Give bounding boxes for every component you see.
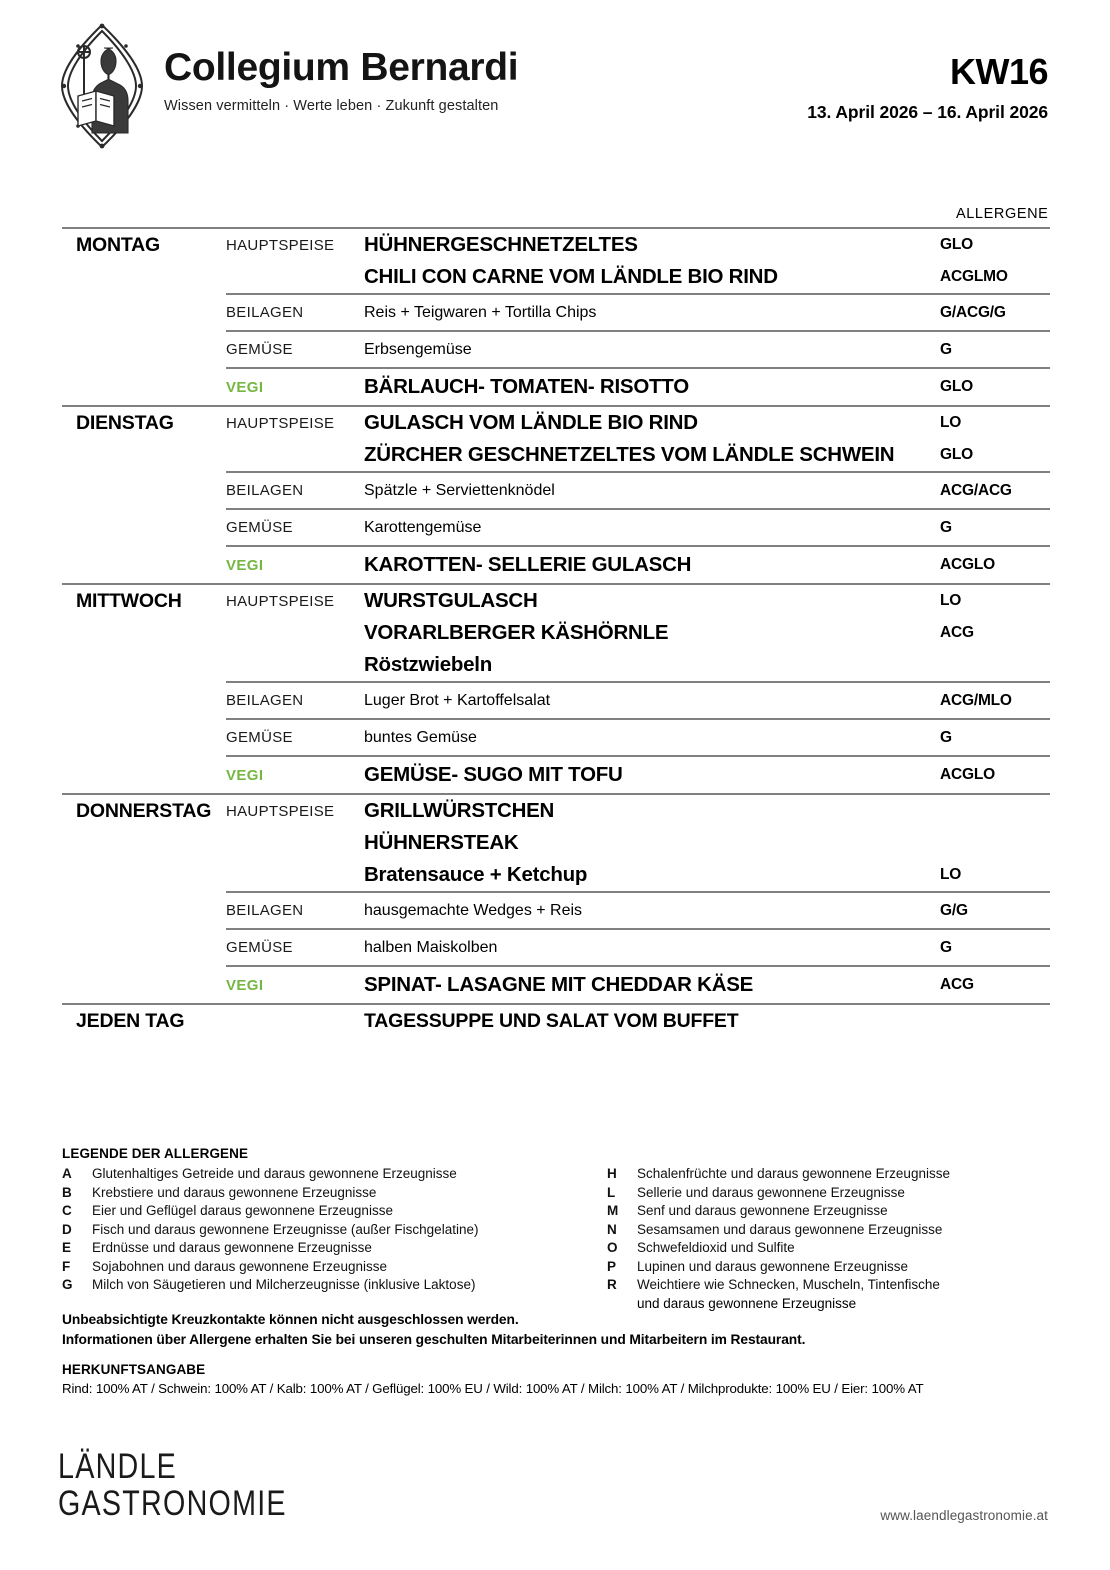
legend-row [607,1221,1050,1240]
legend-letter: N [607,1221,617,1237]
dish-name: HÜHNERSTEAK [364,831,519,854]
legend-text-continuation: und daraus gewonnene Erzeugnisse [637,1295,857,1311]
legend-letter: D [62,1221,72,1237]
category-label: GEMÜSE [226,939,293,956]
dish-allergens: GLO [940,446,973,463]
dish-name: buntes Gemüse [364,728,477,746]
menu-day-block [62,585,1050,793]
website-url[interactable]: www.laendlegastronomie.at [880,1508,1048,1523]
legend-row [62,1165,607,1184]
legend-row [62,1184,607,1203]
legend-text: Eier und Geflügel daraus gewonnene Erzeugnisse [92,1203,393,1218]
legend-row [62,1239,607,1258]
dish-allergens: ACG [940,624,974,641]
category-label: HAUPTSPEISE [226,592,335,610]
category-label: HAUPTSPEISE [226,236,335,254]
dish-name: Röstzwiebeln [364,653,492,676]
menu-row-main [62,795,1050,827]
menu-row-main [62,585,1050,617]
day-name: DIENSTAG [76,411,174,434]
menu-row-sides [62,295,1050,330]
legend-text: Sellerie und daraus gewonnene Erzeugnisse [637,1184,905,1200]
dish-allergens: G [940,340,952,358]
category-label: GEMÜSE [226,729,293,746]
legend-row [62,1258,607,1277]
legend-row [607,1202,1050,1221]
legend-row [607,1276,1050,1295]
dish-name: Luger Brot + Kartoffelsalat [364,691,551,709]
footer-notes [62,1310,1050,1396]
legend-text: Senf und daraus gewonnene Erzeugnisse [637,1203,888,1218]
page-header [0,22,1110,162]
category-label: GEMÜSE [226,519,293,536]
dish-allergens: G/G [940,901,968,919]
legend-text: Erdnüsse und daraus gewonnene Erzeugnisse [92,1240,372,1255]
legend-letter: E [62,1240,72,1255]
legend-row [607,1258,1050,1277]
dish-name: hausgemachte Wedges + Reis [364,901,583,919]
menu-row-main [62,827,1050,859]
legend-letter: C [62,1203,72,1218]
menu-row-vegi [62,967,1050,1003]
dish-allergens: GLO [940,236,973,253]
menu-row-main [62,649,1050,681]
legend-row [607,1165,1050,1184]
dish-allergens: ACG/ACG [940,481,1012,499]
category-label: BEILAGEN [226,482,304,499]
allergene-column-header: ALLERGENE [956,206,1049,222]
legend-text: Schalenfrüchte und daraus gewonnene Erzeugnisse [637,1166,950,1181]
legend-text: Krebstiere und daraus gewonnene Erzeugnisse [92,1184,377,1200]
allergen-legend [62,1146,1050,1313]
collegium-seal-icon [58,22,146,150]
dish-name: ZÜRCHER GESCHNETZELTES VOM LÄNDLE SCHWEIN [364,443,895,466]
dish-allergens: LO [940,414,962,431]
date-range: 13. April 2026 – 16. April 2026 [807,102,1048,122]
dish-allergens: GLO [940,378,973,395]
category-label: HAUPTSPEISE [226,802,335,820]
daily-offer-label: JEDEN TAG [76,1010,185,1032]
menu-row-vegetable [62,720,1050,755]
legend-text: Sesamsamen und daraus gewonnene Erzeugnisse [637,1221,943,1237]
dish-allergens: ACG/MLO [940,691,1012,709]
dish-allergens: ACGLO [940,766,995,783]
menu-row-sides [62,893,1050,928]
legend-row [62,1276,607,1295]
legend-letter: R [607,1277,617,1292]
menu-row-main [62,407,1050,439]
allergen-info-note: Informationen über Allergene erhalten Sie bei unseren geschulten Mitarbeiterinnen und Mitarbeitern im Restaurant. [62,1332,806,1347]
dish-allergens: G [940,938,952,956]
vegi-label: VEGI [226,976,264,994]
legend-letter: F [62,1258,71,1274]
day-name: DONNERSTAG [76,799,212,822]
dish-allergens: ACG [940,976,974,993]
dish-name: WURSTGULASCH [364,589,538,612]
dish-name: Erbsengemüse [364,340,472,358]
menu-row-vegetable [62,510,1050,545]
daily-offer-row [62,1010,1050,1033]
legend-text: Lupinen und daraus gewonnene Erzeugnisse [637,1258,908,1274]
menu-row-vegi [62,369,1050,405]
dish-allergens: ACGLO [940,556,995,573]
legend-letter: G [62,1277,73,1292]
vegi-label: VEGI [226,556,264,574]
menu-row-sides [62,683,1050,718]
legend-row [62,1221,607,1240]
dish-name: Bratensauce + Ketchup [364,863,588,886]
menu-row-main [62,439,1050,471]
menu-row-sides [62,473,1050,508]
menu-row-vegetable [62,930,1050,965]
menu-row-main [62,261,1050,293]
logo-line-2: GASTRONOMIE [58,1484,287,1523]
dish-name: Reis + Teigwaren + Tortilla Chips [364,303,597,321]
menu-row-main [62,859,1050,891]
legend-letter: M [607,1203,619,1218]
legend-row [607,1239,1050,1258]
menu-day-block [62,407,1050,583]
legend-letter: H [607,1166,617,1181]
dish-name: SPINAT- LASAGNE MIT CHEDDAR KÄSE [364,973,754,996]
menu-day-block [62,795,1050,1003]
dish-name: KAROTTEN- SELLERIE GULASCH [364,553,692,576]
menu-row-vegi [62,757,1050,793]
legend-column-right [607,1165,1050,1313]
dish-allergens: G [940,728,952,746]
legend-letter: B [62,1184,72,1200]
calendar-week: KW16 [949,51,1048,92]
legend-letter: L [607,1184,616,1200]
dish-name: halben Maiskolben [364,938,498,956]
category-label: BEILAGEN [226,304,304,321]
legend-title: LEGENDE DER ALLERGENE [62,1146,249,1161]
legend-text: Fisch und daraus gewonnene Erzeugnisse (außer Fischgelatine) [92,1221,479,1237]
vegi-label: VEGI [226,378,264,396]
dish-name: GEMÜSE- SUGO MIT TOFU [364,763,623,786]
legend-row [607,1184,1050,1203]
category-label: BEILAGEN [226,692,304,709]
laendle-gastronomie-logo [58,1448,287,1522]
cross-contact-note: Unbeabsichtigte Kreuzkontakte können nicht ausgeschlossen werden. [62,1312,519,1327]
legend-column-left [62,1165,607,1313]
menu-row-main [62,617,1050,649]
menu-row-vegi [62,547,1050,583]
dish-allergens: G/ACG/G [940,303,1006,321]
dish-allergens: ACGLMO [940,268,1008,285]
dish-name: BÄRLAUCH- TOMATEN- RISOTTO [364,375,689,398]
header-week-block [807,22,1048,123]
dish-allergens: LO [940,866,962,883]
category-label: BEILAGEN [226,902,304,919]
weekly-menu-table [62,206,1050,1005]
daily-offer-value: TAGESSUPPE UND SALAT VOM BUFFET [364,1010,739,1032]
legend-text: Sojabohnen und daraus gewonnene Erzeugnisse [92,1258,387,1274]
dish-name: HÜHNERGESCHNETZELTES [364,233,638,256]
dish-allergens: G [940,518,952,536]
legend-letter: P [607,1258,617,1274]
menu-day-block [62,229,1050,405]
legend-text: Schwefeldioxid und Sulfite [637,1240,795,1255]
dish-name: Karottengemüse [364,518,482,536]
brand-text-block [164,22,518,114]
legend-text: Glutenhaltiges Getreide und daraus gewonnene Erzeugnisse [92,1166,457,1181]
brand-name: Collegium Bernardi [164,46,519,89]
legend-text: Weichtiere wie Schnecken, Muscheln, Tintenfische [637,1277,940,1292]
dish-name: GULASCH VOM LÄNDLE BIO RIND [364,411,698,434]
legend-letter: O [607,1240,618,1255]
legend-text: Milch von Säugetieren und Milcherzeugnisse (inklusive Laktose) [92,1277,476,1292]
category-label: HAUPTSPEISE [226,414,335,432]
dish-name: VORARLBERGER KÄSHÖRNLE [364,621,669,644]
legend-letter: A [62,1166,72,1181]
day-separator [62,1003,1050,1005]
dish-allergens: LO [940,592,962,609]
menu-row-vegetable [62,332,1050,367]
brand-block [58,22,518,150]
menu-row-main [62,229,1050,261]
legend-row [62,1202,607,1221]
day-name: MITTWOCH [76,589,182,612]
logo-line-1: LÄNDLE [58,1447,178,1486]
brand-tagline: Wissen vermitteln · Werte leben · Zukunft gestalten [164,97,499,114]
dish-name: GRILLWÜRSTCHEN [364,799,555,822]
dish-name: CHILI CON CARNE VOM LÄNDLE BIO RIND [364,265,778,288]
category-label: GEMÜSE [226,341,293,358]
day-name: MONTAG [76,233,161,256]
origin-title: HERKUNFTSANGABE [62,1362,206,1377]
origin-text: Rind: 100% AT / Schwein: 100% AT / Kalb: 100% AT / Geflügel: 100% EU / Wild: 100% AT / Milch: 100% AT / Milchprodukte: 100% EU / Eier: 100% AT [62,1381,924,1396]
vegi-label: VEGI [226,766,264,784]
dish-name: Spätzle + Serviettenknödel [364,481,555,499]
